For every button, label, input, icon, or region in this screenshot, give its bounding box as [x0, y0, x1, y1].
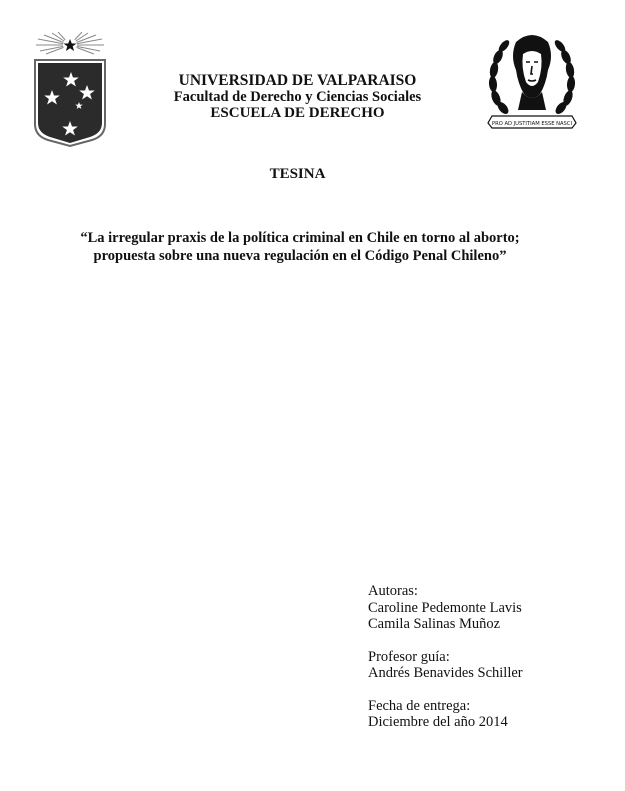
faculty-emblem-logo: [486, 28, 578, 132]
school-name: ESCUELA DE DERECHO: [210, 105, 385, 121]
authors-section: [368, 583, 608, 633]
delivery-label: Fecha de entrega:: [368, 697, 471, 714]
emblem-motto: PRO AD JUSTITIAM ESSE NASCI: [491, 121, 573, 127]
author-name: Caroline Pedemonte Lavis: [368, 599, 522, 616]
thesis-title: [80, 229, 520, 265]
southern-cross-shield-icon: [32, 32, 108, 148]
advisor-section: [368, 649, 608, 682]
author-name: Camila Salinas Muñoz: [368, 616, 501, 632]
delivery-section: [368, 698, 608, 731]
document-type: TESINA: [269, 166, 326, 182]
advisor-label: Profesor guía:: [368, 648, 450, 665]
advisor-name: Andrés Benavides Schiller: [368, 665, 523, 681]
delivery-date: Diciembre del año 2014: [368, 714, 508, 730]
institution-header: [150, 72, 445, 121]
thesis-metadata: [368, 583, 608, 747]
authors-label: Autoras:: [368, 583, 418, 599]
university-name: UNIVERSIDAD DE VALPARAISO: [178, 72, 417, 89]
thesis-title-line-1: “La irregular praxis de la política criminal en Chile en torno al aborto;: [80, 230, 520, 246]
thesis-title-line-2: propuesta sobre una nueva regulación en el Código Penal Chileno”: [93, 248, 507, 264]
university-shield-logo: [32, 32, 108, 148]
laurel-head-emblem-icon: [486, 28, 578, 132]
faculty-name: Facultad de Derecho y Ciencias Sociales: [173, 89, 422, 105]
